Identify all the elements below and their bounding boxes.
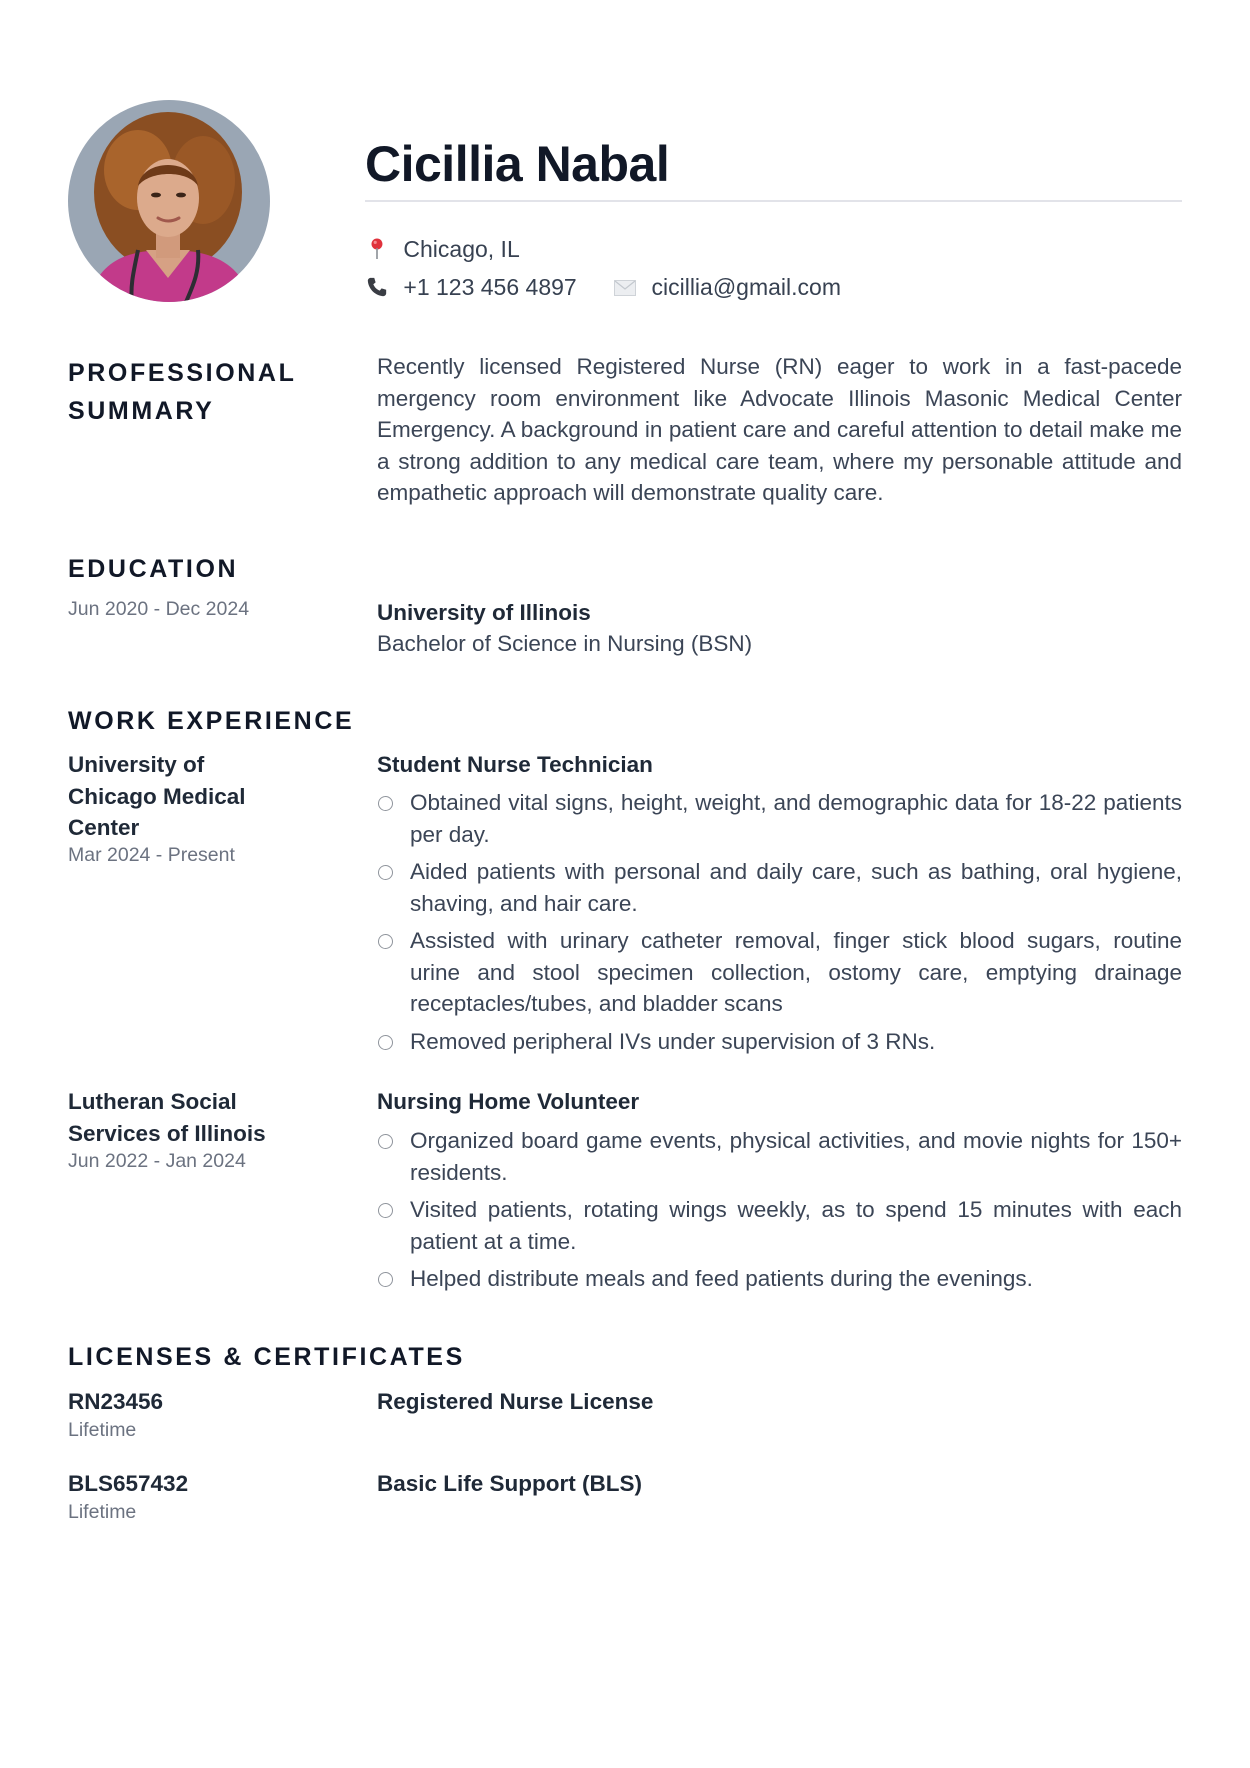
job-1-dates: Mar 2024 - Present xyxy=(68,844,235,866)
summary-heading-line1: PROFESSIONAL xyxy=(68,359,297,387)
job-2-org-line: Services of Illinois xyxy=(68,1120,266,1146)
job-1-organization xyxy=(68,749,328,844)
license-2-id: BLS657432 xyxy=(68,1471,189,1496)
bullet-text: Assisted with urinary catheter removal, finger stick blood sugars, routine urine and stool specimen collection, ostomy care, emptying drainage receptacles/tubes, and bladder scans xyxy=(410,928,1182,1016)
education-degree: Bachelor of Science in Nursing (BSN) xyxy=(377,631,753,656)
map-pin-icon xyxy=(365,235,389,263)
job-1-org-line: University of xyxy=(68,752,205,777)
job-2-title: Nursing Home Volunteer xyxy=(377,1089,640,1114)
candidate-name: Cicillia Nabal xyxy=(365,136,670,192)
bullet-item xyxy=(377,1026,1182,1058)
education-heading: EDUCATION xyxy=(68,555,239,583)
licenses-heading: LICENSES & CERTIFICATES xyxy=(68,1343,465,1371)
work-heading: WORK EXPERIENCE xyxy=(68,707,355,735)
bullet-item xyxy=(377,1263,1182,1295)
bullet-text: Helped distribute meals and feed patients during the evenings. xyxy=(410,1266,1033,1291)
header-divider xyxy=(365,200,1182,202)
location-row xyxy=(365,235,520,263)
bullet-text: Organized board game events, physical activities, and movie nights for 150+ residents. xyxy=(410,1128,1182,1185)
email-link[interactable]: cicillia@gmail.com xyxy=(651,274,841,300)
job-2-organization xyxy=(68,1086,328,1149)
circle-bullet-icon xyxy=(378,934,393,949)
bullet-item xyxy=(377,1194,1182,1257)
phone-link[interactable]: +1 123 456 4897 xyxy=(403,274,577,300)
license-2-name: Basic Life Support (BLS) xyxy=(377,1471,643,1496)
circle-bullet-icon xyxy=(378,796,393,811)
circle-bullet-icon xyxy=(378,1203,393,1218)
job-1-title: Student Nurse Technician xyxy=(377,752,653,777)
education-school: University of Illinois xyxy=(377,600,591,625)
license-1-name: Registered Nurse License xyxy=(377,1389,654,1414)
job-2-dates: Jun 2022 - Jan 2024 xyxy=(68,1150,246,1172)
circle-bullet-icon xyxy=(378,865,393,880)
license-2-validity: Lifetime xyxy=(68,1501,137,1523)
bullet-text: Obtained vital signs, height, weight, and demographic data for 18-22 patients per day. xyxy=(410,790,1182,847)
location-text: Chicago, IL xyxy=(403,236,520,262)
envelope-icon xyxy=(613,273,637,301)
license-1-validity: Lifetime xyxy=(68,1419,137,1441)
profile-photo xyxy=(68,100,270,302)
contact-row xyxy=(365,273,841,301)
bullet-text: Removed peripheral IVs under supervision of 3 RNs. xyxy=(410,1028,936,1054)
circle-bullet-icon xyxy=(378,1035,393,1050)
bullet-text: Aided patients with personal and daily care, such as bathing, oral hygiene, shaving, and hair care. xyxy=(410,859,1182,916)
license-1-id: RN23456 xyxy=(68,1389,164,1414)
job-2-org-line: Lutheran Social xyxy=(68,1089,237,1114)
education-dates: Jun 2020 - Dec 2024 xyxy=(68,598,250,620)
circle-bullet-icon xyxy=(378,1272,393,1287)
summary-heading-line2: SUMMARY xyxy=(68,397,215,425)
summary-heading xyxy=(68,354,296,430)
bullet-item xyxy=(377,787,1182,850)
portrait-image xyxy=(68,100,270,302)
phone-icon xyxy=(365,273,389,301)
job-1-bullets xyxy=(377,787,1182,1063)
bullet-item xyxy=(377,925,1182,1020)
job-1-org-line: Chicago Medical xyxy=(68,783,246,809)
job-1-org-line: Center xyxy=(68,815,140,840)
summary-text: Recently licensed Registered Nurse (RN) eager to work in a fast-pacede mergency room environment like Advocate Illinois Masonic Medical Center Emergency. A background in patient care and careful attention to detail make me a strong addition to any medical care team, where my personable attitude and empathetic approach will demonstrate quality care. xyxy=(377,354,1182,505)
job-2-bullets xyxy=(377,1125,1182,1301)
bullet-item xyxy=(377,856,1182,919)
circle-bullet-icon xyxy=(378,1134,393,1149)
bullet-item xyxy=(377,1125,1182,1188)
bullet-text: Visited patients, rotating wings weekly, as to spend 15 minutes with each patient at a time. xyxy=(410,1197,1182,1254)
